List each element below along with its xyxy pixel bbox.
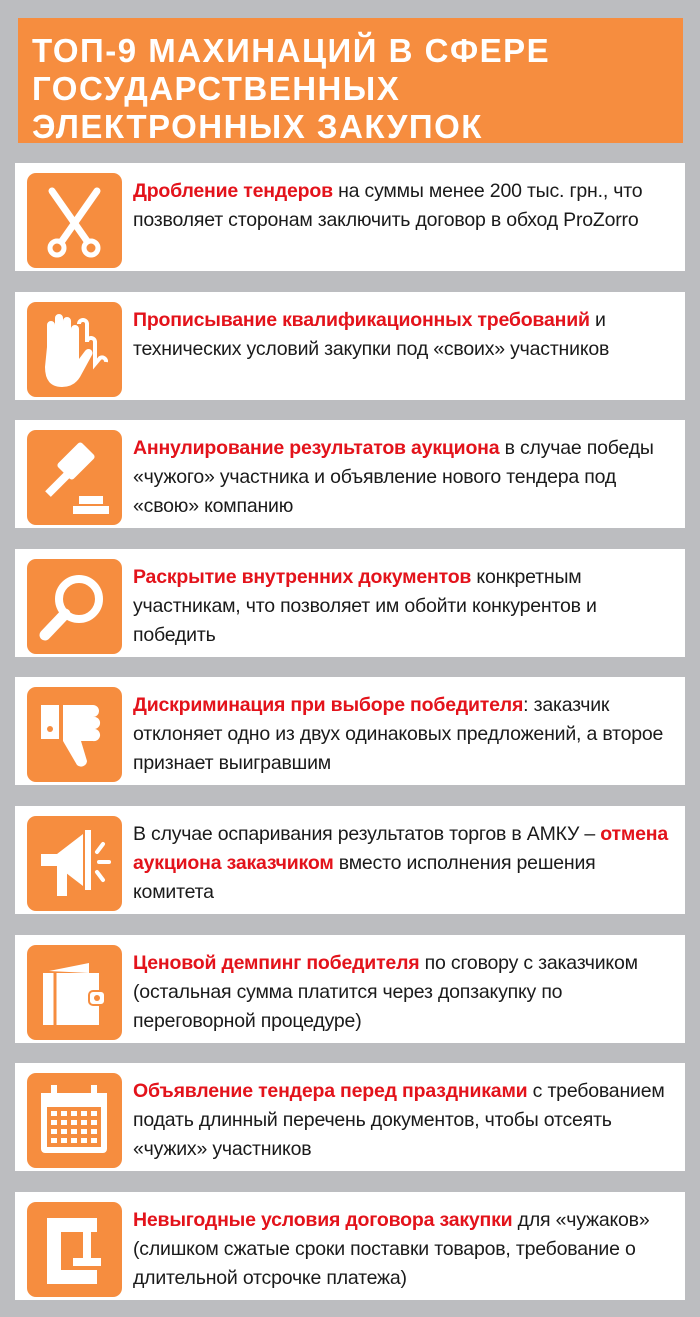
- gavel-icon: [27, 430, 122, 525]
- gloves-icon: [27, 302, 122, 397]
- thumbs-down-icon: [27, 687, 122, 782]
- title-line: ЭЛЕКТРОННЫХ ЗАКУПОК: [32, 108, 483, 145]
- tip-card: [15, 677, 685, 785]
- tip-highlight: Раскрытие внутренних документов: [133, 565, 472, 588]
- tip-post: конкретным участникам, что позволяет им обойти конкурентов и победить: [133, 565, 597, 646]
- tip-text: [133, 563, 675, 650]
- title-line: ТОП-9 МАХИНАЦИЙ В СФЕРЕ: [32, 32, 551, 69]
- tip-highlight: Дробление тендеров: [133, 180, 333, 202]
- tip-card: [15, 420, 685, 528]
- tip-post: и технических условий закупки под «своих» участников: [133, 308, 610, 360]
- tip-card: [15, 549, 685, 657]
- title-line: ГОСУДАРСТВЕННЫХ: [32, 70, 401, 107]
- tip-text: [133, 820, 675, 907]
- tip-text: [133, 306, 675, 364]
- tip-post: в случае победы «чужого» участника и объявление нового тендера под «свою» компанию: [133, 437, 654, 518]
- tip-post: на суммы менее 200 тыс. грн., что позволяет сторонам заключить договор в обход ProZorro: [133, 180, 643, 231]
- tip-highlight: отмена аукциона заказчиком: [133, 823, 668, 874]
- tip-post: для «чужаков» (слишком сжатые сроки поставки товаров, требование о длительной отсрочке платежа): [133, 1208, 650, 1289]
- magnifier-icon: [27, 559, 122, 654]
- tip-highlight: Объявление тендера перед праздниками: [133, 1080, 528, 1103]
- tip-card: [15, 935, 685, 1043]
- scissors-icon: [27, 173, 122, 268]
- tip-post: по сговору с заказчиком (остальная сумма платится через допзакупку по переговорной процедуре): [133, 951, 638, 1032]
- tip-text: [133, 1077, 675, 1164]
- megaphone-icon: [27, 816, 122, 911]
- tip-text: [133, 949, 675, 1036]
- tip-card: [15, 163, 685, 271]
- clamp-icon: [27, 1202, 122, 1297]
- tip-card: [15, 1192, 685, 1300]
- tip-text: [133, 177, 675, 235]
- tip-card: [15, 806, 685, 914]
- tip-highlight: Ценовой демпинг победителя: [133, 951, 420, 974]
- tip-highlight: Невыгодные условия договора закупки: [133, 1208, 513, 1231]
- tip-highlight: Аннулирование результатов аукциона: [133, 437, 500, 460]
- tip-text: [133, 1206, 675, 1293]
- tip-pre: В случае оспаривания результатов торгов в АМКУ –: [133, 823, 601, 845]
- tip-highlight: Прописывание квалификационных требований: [133, 308, 590, 331]
- tip-text: [133, 691, 675, 778]
- tip-highlight: Дискриминация при выборе победителя: [133, 694, 524, 717]
- title-banner: [18, 18, 683, 143]
- wallet-icon: [27, 945, 122, 1040]
- calendar-icon: [27, 1073, 122, 1168]
- tip-card: [15, 1063, 685, 1171]
- tip-text: [133, 434, 675, 521]
- tip-post: вместо исполнения решения комитета: [133, 852, 596, 903]
- tip-card: [15, 292, 685, 400]
- tip-post: : заказчик отклоняет одно из двух одинаковых предложений, а второе признает выигравшим: [133, 694, 664, 775]
- tip-post: с требованием подать длинный перечень документов, чтобы отсеять «чужих» участников: [133, 1080, 665, 1161]
